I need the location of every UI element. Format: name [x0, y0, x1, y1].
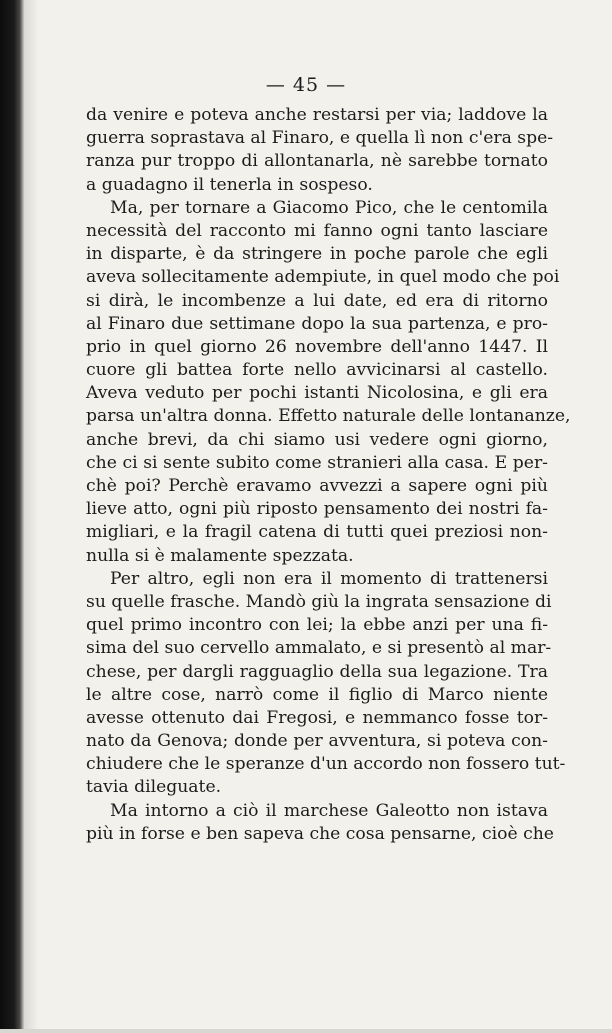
text-line: quel primo incontro con lei; la ebbe anzi per una fi-: [86, 615, 548, 636]
text-line: ranza pur troppo di allontanarla, nè sarebbe tornato: [86, 151, 548, 172]
text-line: in disparte, è da stringere in poche parole che egli: [86, 244, 548, 265]
scan-binding-edge: [0, 0, 24, 1033]
text-line: su quelle frasche. Mandò giù la ingrata sensazione di: [86, 591, 552, 612]
text-line: chè poi? Perchè eravamo avvezzi a sapere ogni più: [86, 476, 548, 496]
text-line: prio in quel giorno 26 novembre dell'anno 1447. Il: [86, 336, 548, 357]
text-line: Aveva veduto per pochi istanti Nicolosina, e gli era: [86, 383, 548, 404]
text-line: si dirà, le incombenze a lui date, ed era di ritorno: [86, 290, 548, 311]
body-text: [86, 104, 571, 846]
text-line: necessità del racconto mi fanno ogni tanto lasciare: [86, 220, 548, 241]
text-line: Ma, per tornare a Giacomo Pico, che le centomila: [110, 197, 548, 218]
text-line: guerra soprastava al Finaro, e quella lì non c'era spe-: [86, 128, 554, 149]
text-line: aveva sollecitamente adempiute, in quel modo che poi: [86, 267, 560, 288]
scan-gutter-shadow: [24, 0, 38, 1033]
paragraph: [86, 104, 554, 197]
text-line: sima del suo cervello ammalato, e si presentò al mar-: [86, 638, 552, 659]
text-line: migliari, e la fragil catena di tutti quei preziosi non-: [86, 522, 548, 543]
text-line: avesse ottenuto dai Fregosi, e nemmanco fosse tor-: [86, 707, 548, 728]
paragraph: [86, 800, 554, 846]
text-line: che ci si sente subito come stranieri alla casa. E per-: [86, 452, 548, 473]
text-line: lieve atto, ogni più riposto pensamento dei nostri fa-: [86, 499, 548, 520]
text-line: nato da Genova; donde per avventura, si poteva con-: [86, 731, 548, 752]
page-number: — 45 —: [265, 74, 347, 96]
text-line: a guadagno il tenerla in sospeso.: [86, 174, 373, 195]
text-line: più in forse e ben sapeva che cosa pensarne, cioè che: [86, 823, 554, 844]
text-line: anche brevi, da chi siamo usi vedere ogni giorno,: [86, 429, 548, 450]
text-line: al Finaro due settimane dopo la sua partenza, e pro-: [86, 313, 548, 334]
text-line: Per altro, egli non era il momento di trattenersi: [110, 568, 548, 589]
text-line: cuore gli battea forte nello avvicinarsi al castello.: [86, 360, 548, 381]
text-line: chiudere che le speranze d'un accordo non fossero tut-: [86, 754, 566, 775]
text-line: le altre cose, narrò come il figlio di Marco niente: [86, 684, 548, 705]
paragraph: [86, 568, 566, 800]
text-line: Ma intorno a ciò il marchese Galeotto non istava: [110, 800, 548, 821]
text-line: chese, per dargli ragguaglio della sua legazione. Tra: [86, 661, 548, 682]
text-line: parsa un'altra donna. Effetto naturale delle lontananze,: [86, 406, 571, 427]
text-line: tavia dileguate.: [86, 777, 222, 798]
paragraph: [86, 197, 571, 568]
text-line: da venire e poteva anche restarsi per via; laddove la: [86, 105, 548, 125]
text-line: nulla si è malamente spezzata.: [86, 545, 354, 566]
scan-bottom-edge: [0, 1029, 612, 1033]
